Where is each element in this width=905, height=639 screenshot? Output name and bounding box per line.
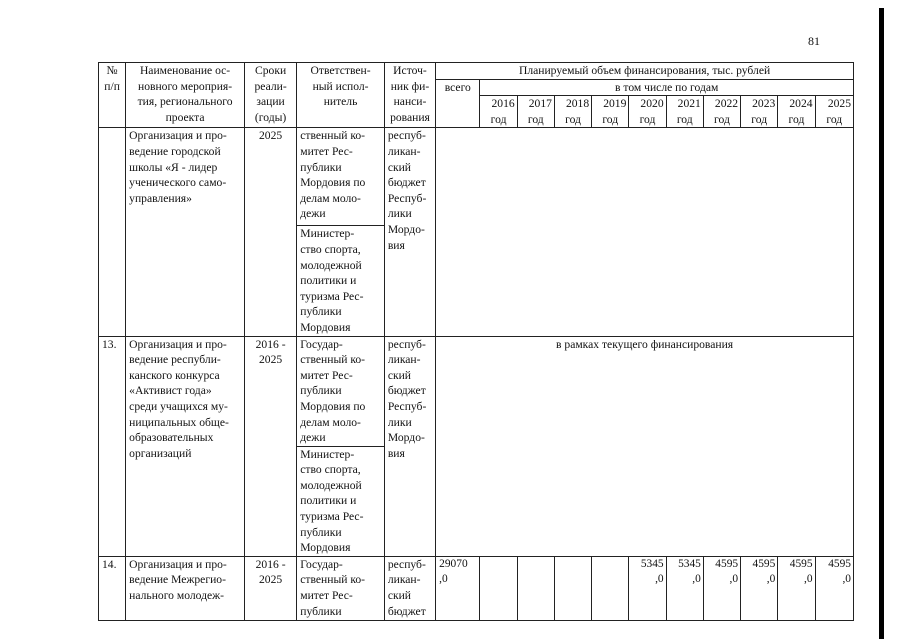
header-year-2019 bbox=[592, 96, 629, 128]
row-source: респуб- ликан- ский бюджет Респуб- лики Мордо- вия bbox=[384, 128, 435, 336]
row-total: 29070 ,0 bbox=[436, 556, 480, 620]
row-year-value-2017 bbox=[517, 556, 554, 620]
header-year-unit: год bbox=[714, 112, 730, 126]
header-year-2025 bbox=[815, 96, 853, 128]
header-year-value: 2020 bbox=[640, 97, 664, 111]
row-name: Организация и про- ведение Межрегио- нального молодеж- bbox=[126, 556, 245, 620]
header-year-2016 bbox=[480, 96, 517, 128]
page-number: 81 bbox=[808, 34, 820, 48]
header-year-2021 bbox=[666, 96, 703, 128]
row-funding bbox=[436, 128, 854, 336]
header-year-2024 bbox=[778, 96, 815, 128]
header-year-unit: год bbox=[565, 112, 581, 126]
table-row bbox=[99, 556, 854, 620]
header-total: всего bbox=[436, 79, 480, 128]
row-year-value-2022: 4595 ,0 bbox=[703, 556, 740, 620]
header-source: Источ- ник фи- нанси- рования bbox=[384, 63, 435, 128]
header-year-unit: год bbox=[788, 112, 805, 126]
row-executor-1: Государ- ственный ко- митет Рес- публики bbox=[297, 556, 385, 620]
row-executor-2: Министер- ство спорта, молодежной политики и туризма Рес- публики Мордовия bbox=[297, 226, 385, 336]
header-year-value: 2021 bbox=[677, 97, 701, 111]
row-terms: 2016 - 2025 bbox=[244, 556, 296, 620]
header-year-unit: год bbox=[527, 112, 544, 126]
row-name: Организация и про- ведение городской школы «Я - лидер ученического само- управления» bbox=[126, 128, 245, 336]
header-year-value: 2023 bbox=[752, 97, 776, 111]
row-year-value-2025: 4595 ,0 bbox=[815, 556, 853, 620]
row-number bbox=[99, 128, 126, 336]
row-executor-2: Министер- ство спорта, молодежной политики и туризма Рес- публики Мордовия bbox=[297, 446, 385, 556]
header-year-value: 2024 bbox=[789, 97, 813, 111]
row-source: респуб- ликан- ский бюджет bbox=[384, 556, 435, 620]
header-year-unit: год bbox=[676, 112, 693, 126]
header-terms: Сроки реали- зации (годы) bbox=[244, 63, 296, 128]
header-row-1 bbox=[99, 63, 854, 80]
header-year-value: 2022 bbox=[714, 97, 739, 111]
header-name: Наименование ос- новного мероприя- тия, регионального проекта bbox=[126, 63, 245, 128]
row-year-value-2018 bbox=[554, 556, 591, 620]
header-year-value: 2017 bbox=[528, 97, 552, 111]
header-year-value: 2016 bbox=[491, 97, 515, 111]
table-row bbox=[99, 336, 854, 446]
header-year-value: 2019 bbox=[603, 97, 627, 111]
header-year-unit: год bbox=[639, 112, 656, 126]
table-row bbox=[99, 128, 854, 226]
header-year-value: 2018 bbox=[565, 97, 590, 111]
row-executor-1: Государ- ственный ко- митет Рес- публики Мордовия по делам моло- дежи bbox=[297, 336, 385, 446]
header-year-unit: год bbox=[826, 112, 843, 126]
row-name: Организация и про- ведение республи- канского конкурса «Активист года» среди учащихся му- ниципальных обще- образовательных организаций bbox=[126, 336, 245, 556]
header-year-2018 bbox=[554, 96, 591, 128]
row-year-value-2016 bbox=[480, 556, 517, 620]
row-year-value-2020: 5345 ,0 bbox=[629, 556, 666, 620]
row-year-value-2019 bbox=[592, 556, 629, 620]
row-funding: в рамках текущего финансирования bbox=[436, 336, 854, 556]
row-year-value-2023: 4595 ,0 bbox=[741, 556, 778, 620]
header-year-unit: год bbox=[602, 112, 619, 126]
header-year-2023 bbox=[741, 96, 778, 128]
financing-table bbox=[98, 62, 854, 621]
row-number: 13. bbox=[99, 336, 126, 556]
header-year-2020 bbox=[629, 96, 666, 128]
header-year-unit: год bbox=[490, 112, 507, 126]
header-year-value: 2025 bbox=[827, 97, 851, 111]
header-year-unit: год bbox=[751, 112, 768, 126]
header-year-2022 bbox=[703, 96, 740, 128]
row-year-value-2021: 5345 ,0 bbox=[666, 556, 703, 620]
row-terms: 2025 bbox=[244, 128, 296, 336]
row-source: респуб- ликан- ский бюджет Респуб- лики Мордо- вия bbox=[384, 336, 435, 556]
header-planned: Планируемый объем финансирования, тыс. рублей bbox=[436, 63, 854, 80]
header-year-2017 bbox=[517, 96, 554, 128]
scan-edge-bar bbox=[879, 8, 884, 639]
row-terms: 2016 - 2025 bbox=[244, 336, 296, 556]
row-number: 14. bbox=[99, 556, 126, 620]
row-year-value-2024: 4595 ,0 bbox=[778, 556, 815, 620]
header-by-years: в том числе по годам bbox=[480, 79, 854, 96]
row-executor-1: ственный ко- митет Рес- публики Мордовия по делам моло- дежи bbox=[297, 128, 385, 226]
header-num: № п/п bbox=[99, 63, 126, 128]
header-executor: Ответствен- ный испол- нитель bbox=[297, 63, 385, 128]
